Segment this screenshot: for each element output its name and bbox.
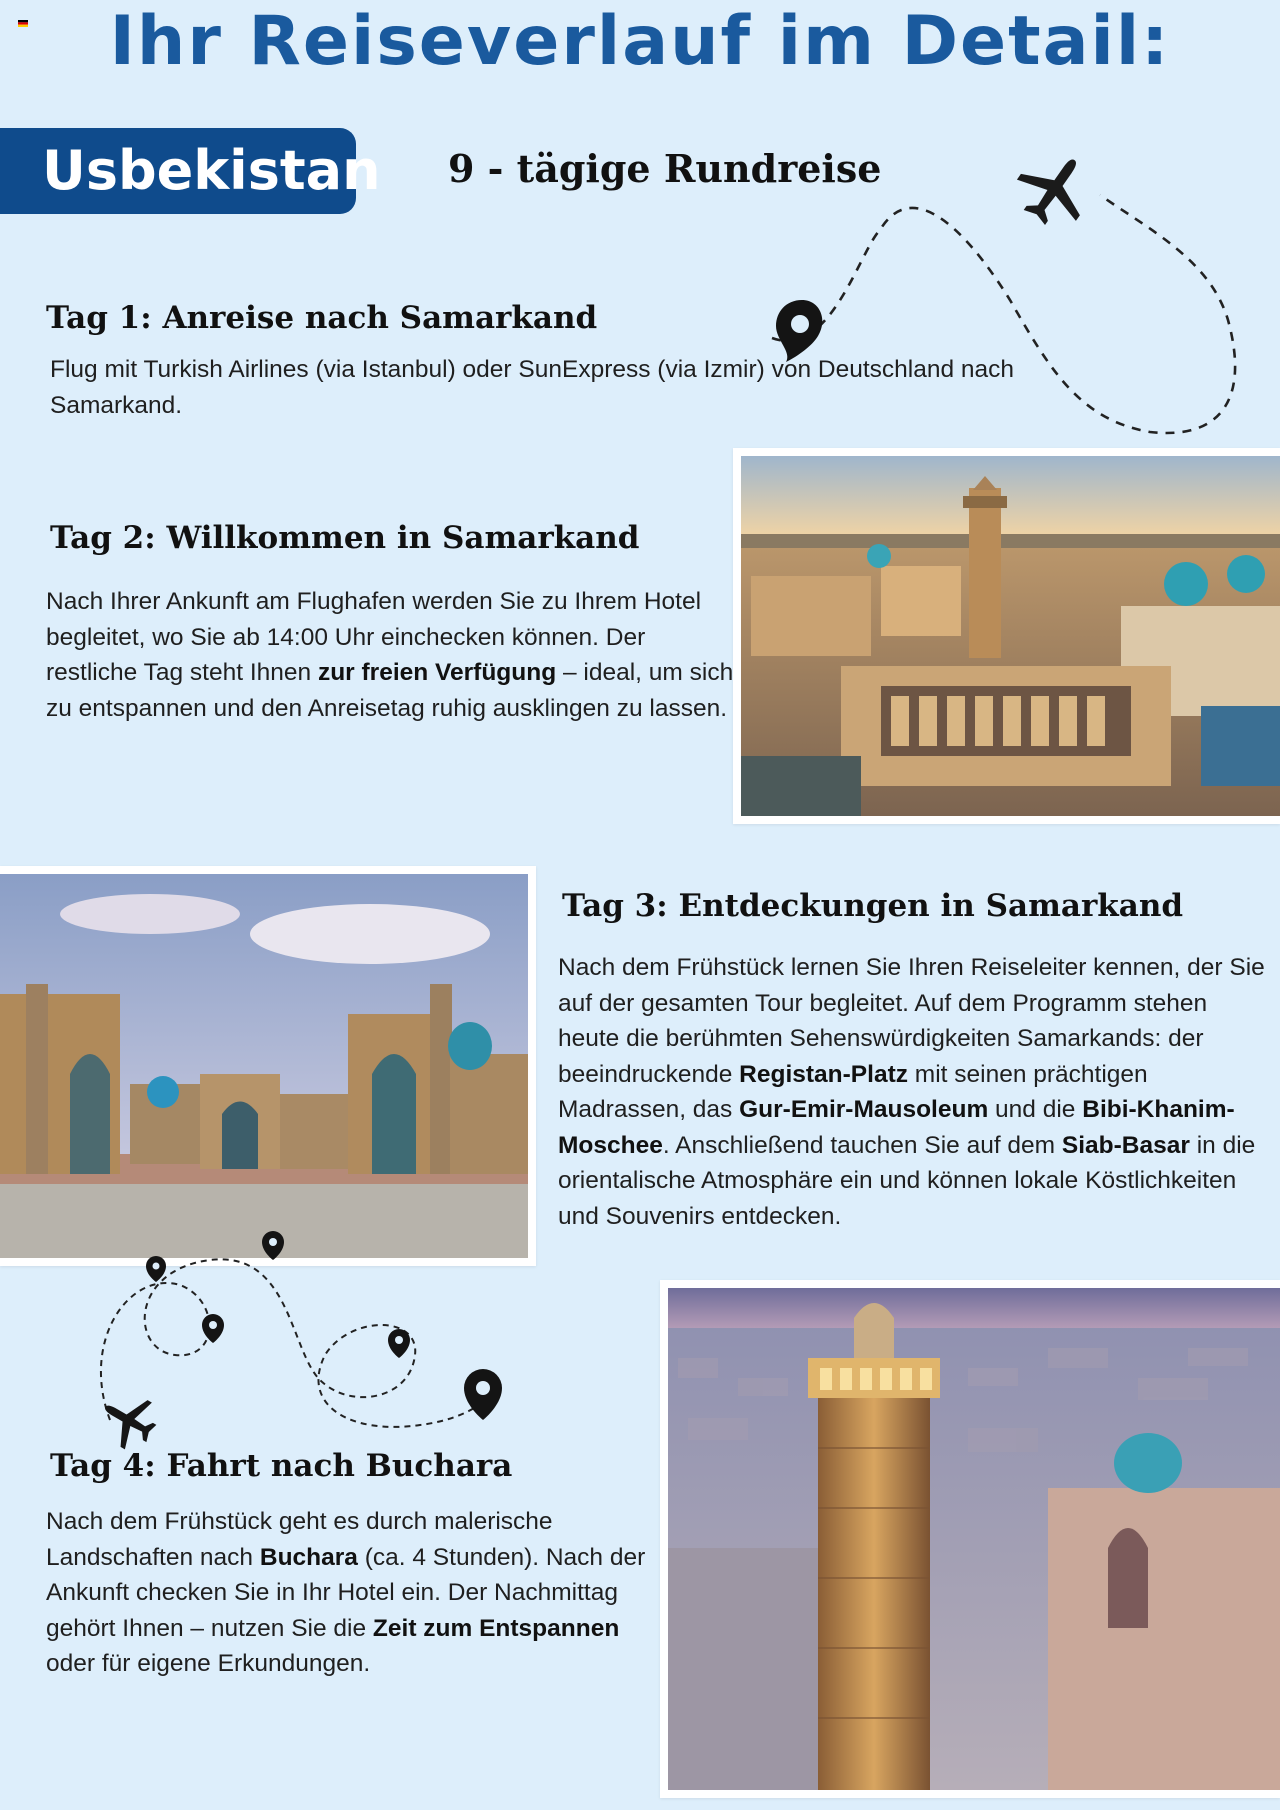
text-segment: mit seinen prächtigen Madrassen, das bbox=[558, 1060, 1148, 1123]
dashed-route-line bbox=[101, 1259, 485, 1427]
day4-heading: Tag 4: Fahrt nach Buchara bbox=[50, 1448, 513, 1484]
text-segment: in die orientalische Atmosphäre ein und können lokale Köstlichkeiten und Souvenirs entdecken. bbox=[558, 1131, 1256, 1230]
text-segment: Nach dem Frühstück lernen Sie Ihren Reiseleiter kennen, der Sie auf der gesamten Tour begleitet. Auf dem Programm stehen heute die berühmten Sehenswürdigkeiten Samarkands: der beeindruckende bbox=[558, 954, 1265, 1088]
route-decoration-2 bbox=[90, 1230, 520, 1450]
bold-text: Zeit zum Entspannen bbox=[372, 1614, 620, 1642]
text-segment: und die bbox=[988, 1096, 1083, 1123]
map-pin-icon bbox=[146, 1231, 502, 1420]
text-segment: (ca. 4 Stunden). Nach der Ankunft checken Sie in Ihr Hotel ein. Der Nachmittag gehört Ihnen – nutzen Sie die bbox=[46, 1543, 646, 1642]
photo-bukhara-kalon bbox=[733, 448, 1280, 824]
text-segment: – ideal, um sich zu entspannen und den Anreisetag ruhig ausklingen zu lassen. bbox=[46, 659, 734, 722]
photo-kalon-minaret bbox=[660, 1280, 1280, 1798]
day3-text bbox=[558, 950, 1270, 1234]
day3-heading: Tag 3: Entdeckungen in Samarkand bbox=[562, 888, 1184, 924]
bold-text: Bibi-Khanim-Moschee bbox=[558, 1096, 1235, 1159]
text-segment: Flug mit Turkish Airlines (via Istanbul) oder SunExpress (via Izmir) von Deutschland nach Samarkand. bbox=[50, 356, 1015, 419]
bold-text: zur freien Verfügung bbox=[317, 659, 557, 686]
bold-text: Siab-Basar bbox=[1061, 1131, 1190, 1159]
bold-text: Buchara bbox=[259, 1543, 358, 1571]
day4-text bbox=[46, 1504, 646, 1682]
text-segment: Nach dem Frühstück geht es durch malerische Landschaften nach bbox=[46, 1508, 553, 1571]
text-segment: . Anschließend tauchen Sie auf dem bbox=[662, 1131, 1062, 1159]
airplane-icon bbox=[1005, 140, 1104, 238]
text-segment: oder für eigene Erkundungen. bbox=[46, 1650, 371, 1677]
country-badge: Usbekistan bbox=[0, 128, 356, 214]
day2-text bbox=[46, 584, 736, 726]
bold-text: Registan-Platz bbox=[739, 1060, 908, 1088]
day1-text bbox=[50, 352, 1070, 423]
page-title: Ihr Reiseverlauf im Detail: bbox=[109, 2, 1171, 81]
bold-text: Gur-Emir-Mausoleum bbox=[739, 1096, 989, 1123]
day1-heading: Tag 1: Anreise nach Samarkand bbox=[46, 300, 598, 336]
day2-heading: Tag 2: Willkommen in Samarkand bbox=[50, 520, 640, 556]
text-segment: Nach Ihrer Ankunft am Flughafen werden Sie zu Ihrem Hotel begleitet, wo Sie ab 14:00 Uhr einchecken können. Der restliche Tag steht Ihnen bbox=[46, 588, 702, 686]
photo-registan bbox=[0, 866, 536, 1266]
trip-subtitle: 9 - tägige Rundreise bbox=[448, 146, 882, 191]
